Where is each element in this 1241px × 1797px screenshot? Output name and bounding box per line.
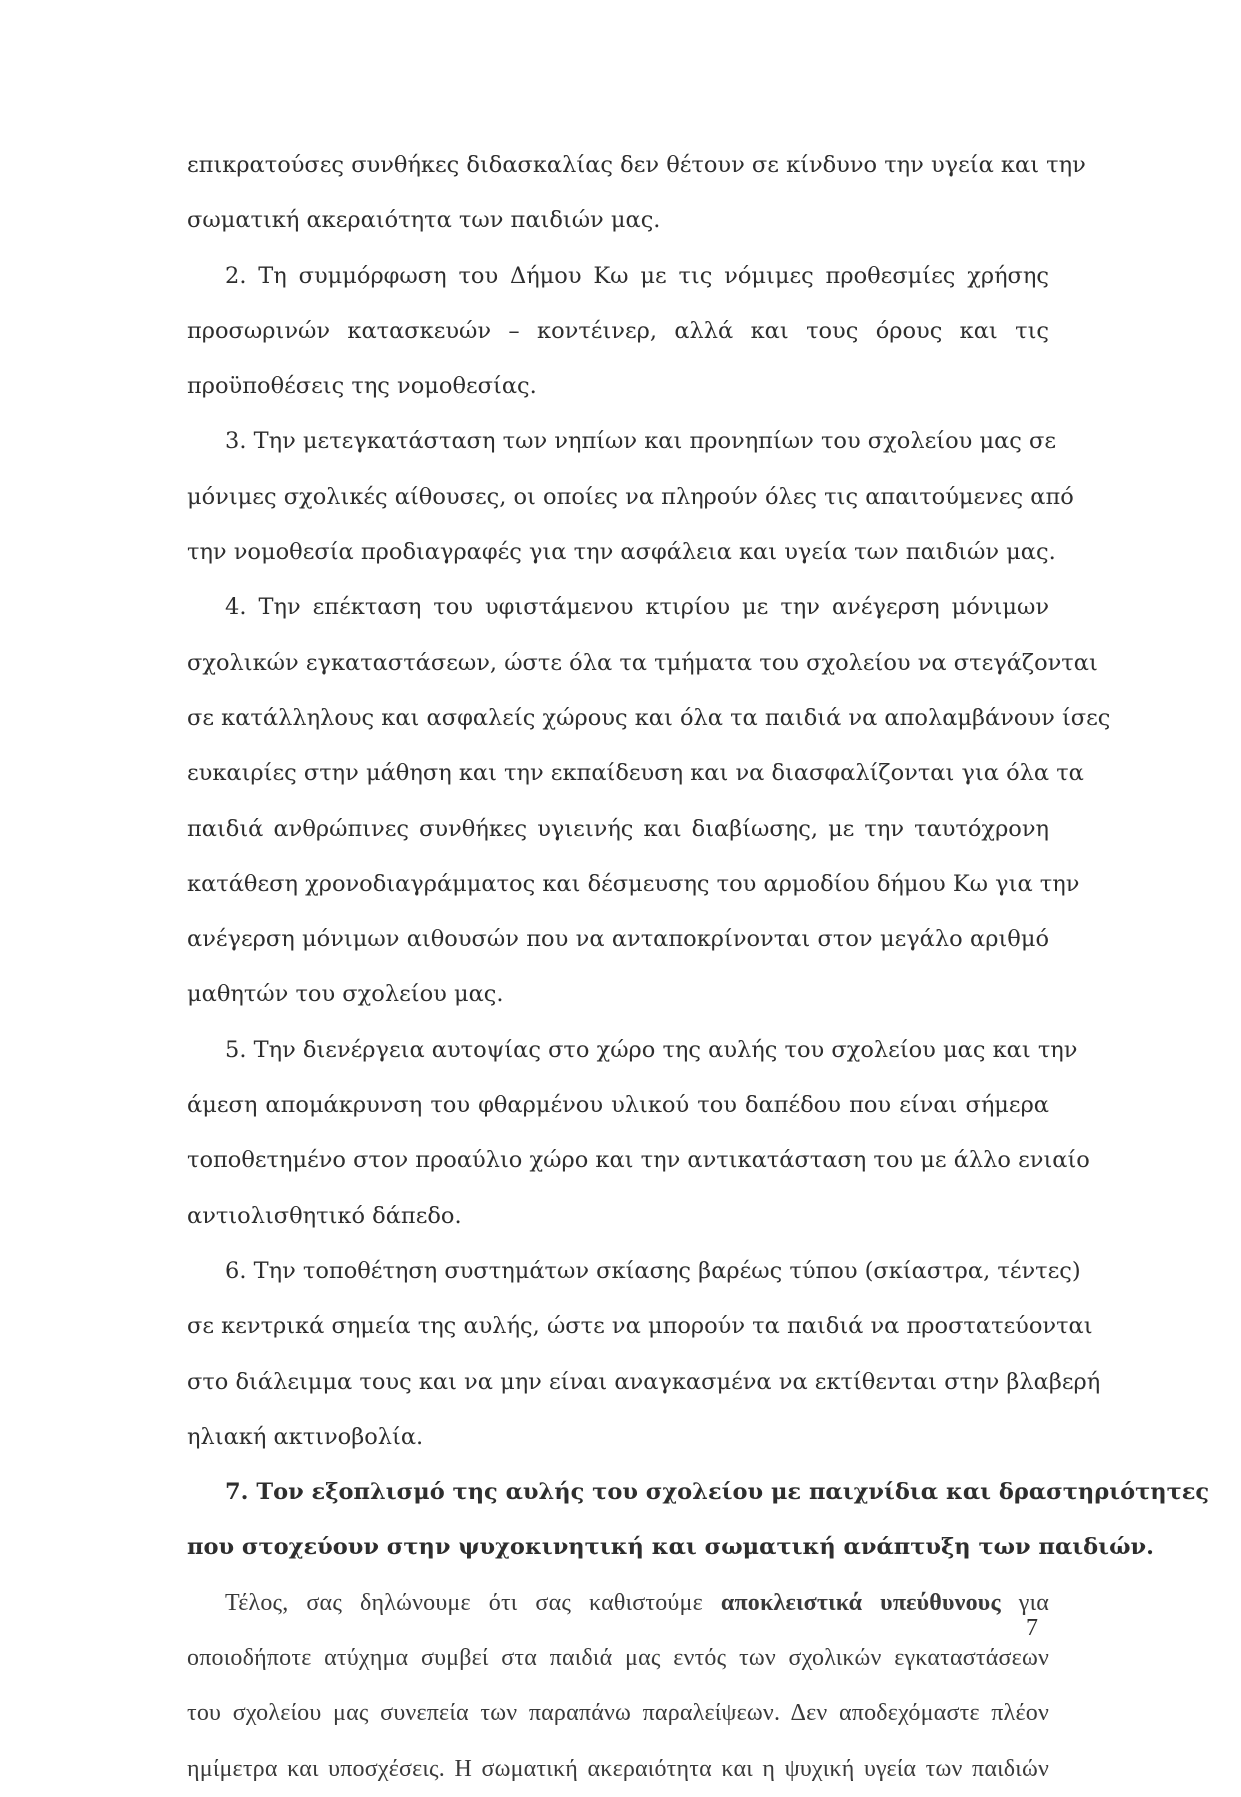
list-item-4-line: 4. Την επέκταση του υφιστάμενου κτιρίου με την ανέγερση μόνιμων xyxy=(225,594,1049,621)
closing-emphasis: αποκλειστικά υπεύθυνους xyxy=(720,1589,1001,1616)
list-item-5-line: άμεση απομάκρυνση του φθαρμένου υλικού του δαπέδου που είναι σήμερα xyxy=(187,1092,1049,1119)
list-item-4-line: σχολικών εγκαταστάσεων, ώστε όλα τα τμήματα του σχολείου να στεγάζονται xyxy=(187,649,1098,676)
closing-text: Τέλος, σας δηλώνουμε ότι σας καθιστούμε xyxy=(225,1589,703,1616)
list-item-6-line: ηλιακή ακτινοβολία. xyxy=(187,1423,424,1450)
document-body xyxy=(187,138,1210,1797)
closing-text: για xyxy=(1018,1589,1050,1616)
list-item-5-line: 5. Την διενέργεια αυτοψίας στο χώρο της αυλής του σχολείου μας και την xyxy=(225,1036,1078,1063)
list-item-4-line: κατάθεση χρονοδιαγράμματος και δέσμευσης του αρμοδίου δήμου Κω για την xyxy=(187,870,1080,897)
list-item-4-line: ευκαιρίες στην μάθηση και την εκπαίδευση και να διασφαλίζονται για όλα τα xyxy=(187,760,1084,787)
closing-line: του σχολείου μας συνεπεία των παραπάνω παραλείψεων. Δεν αποδεχόμαστε πλέον xyxy=(187,1700,1049,1727)
list-item-3-line: την νομοθεσία προδιαγραφές για την ασφάλεια και υγεία των παιδιών μας. xyxy=(187,539,1056,566)
list-item-4-line: σε κατάλληλους και ασφαλείς χώρους και όλα τα παιδιά να απολαμβάνουν ίσες xyxy=(187,704,1111,731)
list-item-3-line: 3. Την μετεγκατάσταση των νηπίων και προνηπίων του σχολείου μας σε xyxy=(225,428,1057,455)
list-item-2-line: προσωρινών κατασκευών – κοντέινερ, αλλά και τους όρους και τις xyxy=(187,317,1049,344)
list-item-7-line: που στοχεύουν στην ψυχοκινητική και σωματική ανάπτυξη των παιδιών. xyxy=(187,1534,1154,1561)
list-item-6-line: στο διάλειμμα τους και να μην είναι αναγκασμένα να εκτίθενται στην βλαβερή xyxy=(187,1368,1101,1395)
list-item-2-line: προϋποθέσεις της νομοθεσίας. xyxy=(187,373,537,400)
list-item-5-line: αντιολισθητικό δάπεδο. xyxy=(187,1202,462,1229)
text-line: επικρατούσες συνθήκες διδασκαλίας δεν θέτουν σε κίνδυνο την υγεία και την xyxy=(187,152,1086,178)
list-item-7-line: 7. Τον εξοπλισμό της αυλής του σχολείου με παιχνίδια και δραστηριότητες xyxy=(225,1479,1210,1506)
closing-line: ημίμετρα και υποσχέσεις. Η σωματική ακεραιότητα και η ψυχική υγεία των παιδιών xyxy=(187,1755,1049,1782)
list-item-4-line: μαθητών του σχολείου μας. xyxy=(187,981,504,1008)
list-item-6-line: σε κεντρικά σημεία της αυλής, ώστε να μπορούν τα παιδιά να προστατεύονται xyxy=(187,1313,1093,1340)
list-item-2-line: 2. Τη συμμόρφωση του Δήμου Κω με τις νόμιμες προθεσμίες χρήσης xyxy=(225,262,1049,289)
list-item-3-line: μόνιμες σχολικές αίθουσες, οι οποίες να πληρούν όλες τις απαιτούμενες από xyxy=(187,483,1074,510)
list-item-4-line: ανέγερση μόνιμων αιθουσών που να ανταποκρίνονται στον μεγάλο αριθμό xyxy=(187,926,1049,953)
list-item-5-line: τοποθετημένο στον προαύλιο χώρο και την αντικατάσταση του με άλλο ενιαίο xyxy=(187,1147,1090,1174)
closing-paragraph xyxy=(187,1576,1049,1797)
text-line: σωματική ακεραιότητα των παιδιών μας. xyxy=(187,207,661,234)
closing-line: οποιοδήποτε ατύχημα συμβεί στα παιδιά μας εντός των σχολικών εγκαταστάσεων xyxy=(187,1645,1049,1672)
list-item-6-line: 6. Την τοποθέτηση συστημάτων σκίασης βαρέως τύπου (σκίαστρα, τέντες) xyxy=(225,1257,1081,1284)
page-number: 7 xyxy=(1026,1615,1038,1641)
closing-line xyxy=(187,1576,1049,1631)
list-item-4-line: παιδιά ανθρώπινες συνθήκες υγιεινής και διαβίωσης, με την ταυτόχρονη xyxy=(187,815,1049,842)
